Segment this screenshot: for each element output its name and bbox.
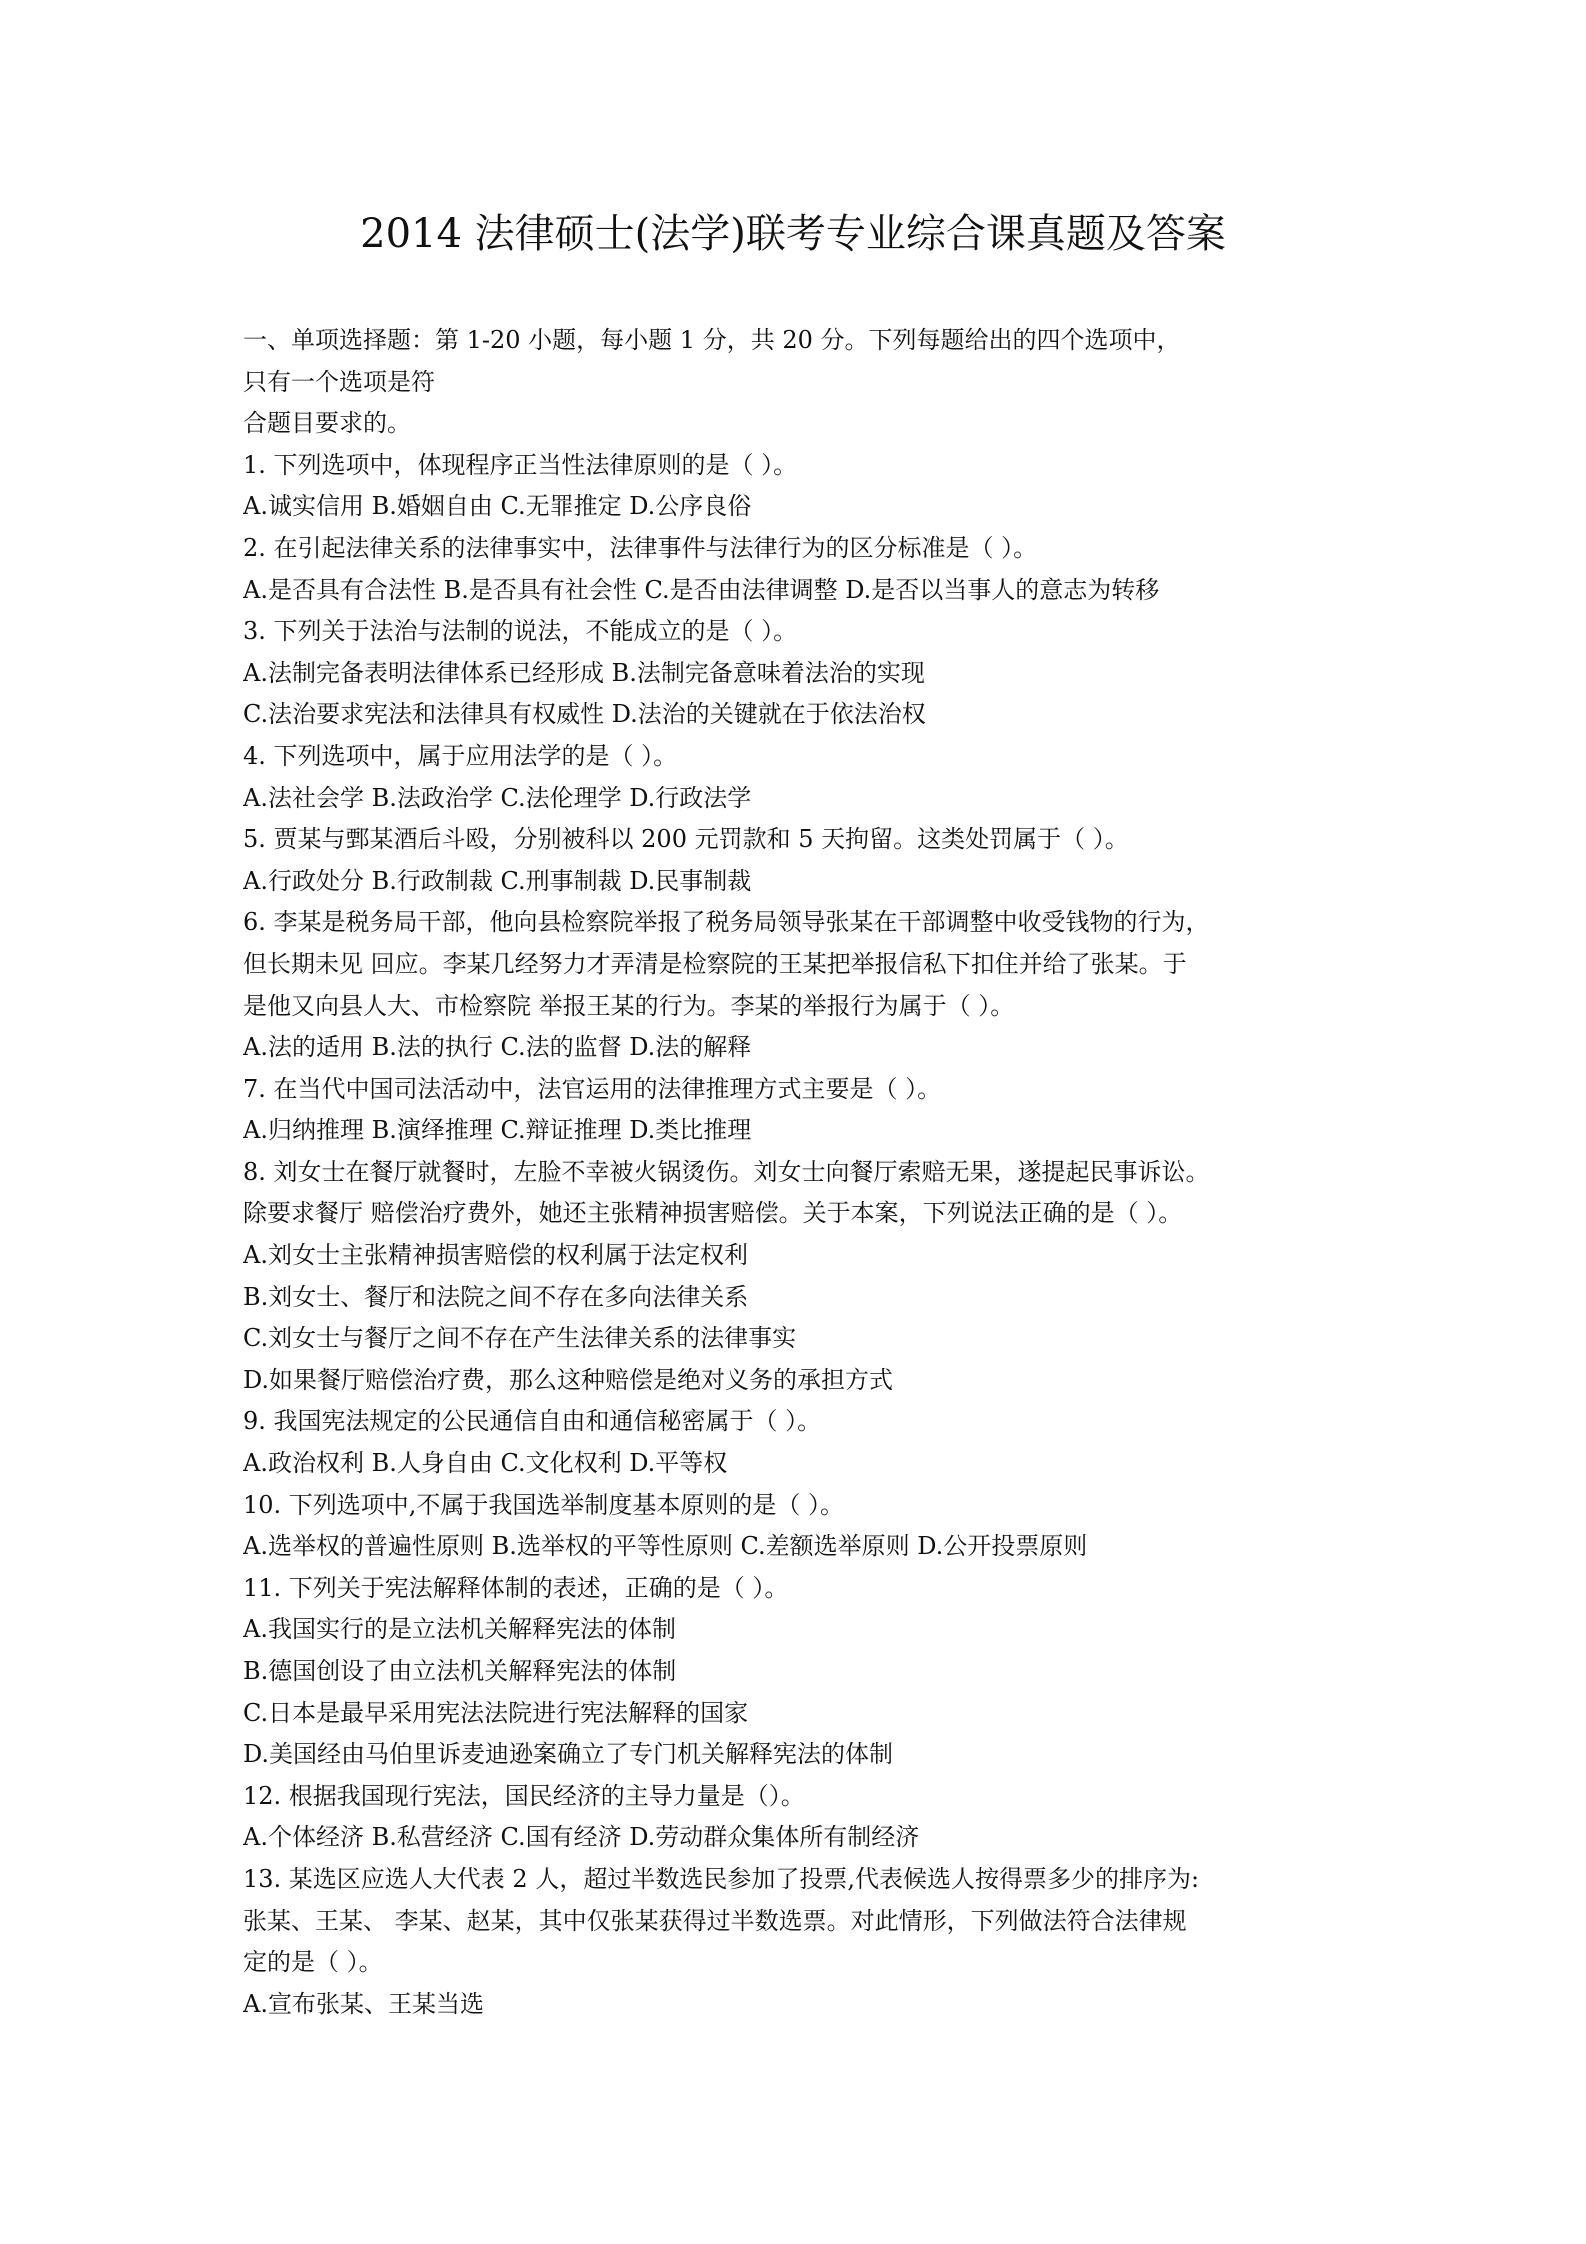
question-line: 10. 下列选项中,不属于我国选举制度基本原则的是（ ）。 xyxy=(243,1490,845,1519)
question-line: 张某、王某、 李某、赵某，其中仅张某获得过半数选票。对此情形，下列做法符合法律规 xyxy=(243,1906,1187,1935)
document-body xyxy=(243,320,1355,2025)
options-line: C.法治要求宪法和法律具有权威性 D.法治的关键就在于依法治权 xyxy=(243,700,926,729)
options-line: A.宣布张某、王某当选 xyxy=(243,1989,484,2018)
question-line: 3. 下列关于法治与法制的说法，不能成立的是（ ）。 xyxy=(243,617,798,646)
question-line: 6. 李某是税务局干部，他向县检察院举报了税务局领导张某在干部调整中收受钱物的行为， xyxy=(243,908,1210,937)
question-line: 2. 在引起法律关系的法律事实中，法律事件与法律行为的区分标准是（ ）。 xyxy=(243,533,1038,562)
question-line: 7. 在当代中国司法活动中，法官运用的法律推理方式主要是（ ）。 xyxy=(243,1074,942,1103)
question-line: 8. 刘女士在餐厅就餐时，左脸不幸被火锅烫伤。刘女士向餐厅索赔无果，遂提起民事诉讼。 xyxy=(243,1157,1210,1186)
question-line: 定的是（ ）。 xyxy=(243,1948,383,1977)
question-line: 12. 根据我国现行宪法，国民经济的主导力量是（）。 xyxy=(243,1781,805,1810)
options-line: C.刘女士与餐厅之间不存在产生法律关系的法律事实 xyxy=(243,1324,797,1353)
question-line: 9. 我国宪法规定的公民通信自由和通信秘密属于（ ）。 xyxy=(243,1407,822,1436)
options-line: A.行政处分 B.行政制裁 C.刑事制裁 D.民事制裁 xyxy=(243,866,752,895)
document-title: 2014 法律硕士(法学)联考专业综合课真题及答案 xyxy=(360,211,1226,257)
options-line: C.日本是最早采用宪法法院进行宪法解释的国家 xyxy=(243,1698,749,1727)
options-line: A.归纳推理 B.演绎推理 C.辩证推理 D.类比推理 xyxy=(243,1116,752,1145)
options-line: D.如果餐厅赔偿治疗费，那么这种赔偿是绝对义务的承担方式 xyxy=(243,1365,894,1394)
options-line: A.法制完备表明法律体系已经形成 B.法制完备意味着法治的实现 xyxy=(243,658,925,687)
question-line: 是他又向县人大、市检察院 举报王某的行为。李某的举报行为属于（ ）。 xyxy=(243,991,1015,1020)
options-line: A.个体经济 B.私营经济 C.国有经济 D.劳动群众集体所有制经济 xyxy=(243,1823,920,1852)
options-line: A.诚实信用 B.婚姻自由 C.无罪推定 D.公序良俗 xyxy=(243,492,752,521)
options-line: A.法的适用 B.法的执行 C.法的监督 D.法的解释 xyxy=(243,1033,752,1062)
question-line: 5. 贾某与鄄某酒后斗殴，分别被科以 200 元罚款和 5 天拘留。这类处罚属于（ ）。 xyxy=(243,825,1129,854)
options-line: A.是否具有合法性 B.是否具有社会性 C.是否由法律调整 D.是否以当事人的意志为转移 xyxy=(243,575,1160,604)
question-line: 除要求餐厅 赔偿治疗费外，她还主张精神损害赔偿。关于本案，下列说法正确的是（ ）。 xyxy=(243,1199,1183,1228)
options-line: A.刘女士主张精神损害赔偿的权利属于法定权利 xyxy=(243,1241,748,1270)
options-line: A.法社会学 B.法政治学 C.法伦理学 D.行政法学 xyxy=(243,783,752,812)
options-line: D.美国经由马伯里诉麦迪逊案确立了专门机关解释宪法的体制 xyxy=(243,1740,894,1769)
question-line: 4. 下列选项中，属于应用法学的是（ ）。 xyxy=(243,741,678,770)
text-line: 只有一个选项是符 xyxy=(243,367,435,396)
options-line: A.我国实行的是立法机关解释宪法的体制 xyxy=(243,1615,676,1644)
question-line: 1. 下列选项中，体现程序正当性法律原则的是（ ）。 xyxy=(243,450,798,479)
options-line: A.选举权的普遍性原则 B.选举权的平等性原则 C.差额选举原则 D.公开投票原则 xyxy=(243,1532,1088,1561)
options-line: B.刘女士、餐厅和法院之间不存在多向法律关系 xyxy=(243,1282,749,1311)
options-line: A.政治权利 B.人身自由 C.文化权利 D.平等权 xyxy=(243,1449,728,1478)
options-line: B.德国创设了由立法机关解释宪法的体制 xyxy=(243,1657,677,1685)
text-line: 一、单项选择题：第 1-20 小题，每小题 1 分，共 20 分。下列每题给出的四个选项中， xyxy=(243,326,1181,354)
question-line: 11. 下列关于宪法解释体制的表述，正确的是（ ）。 xyxy=(243,1573,789,1602)
question-line: 但长期未见 回应。李某几经努力才弄清是检察院的王某把举报信私下扣住并给了张某。于 xyxy=(243,949,1187,978)
question-line: 13. 某选区应选人大代表 2 人，超过半数选民参加了投票,代表候选人按得票多少的排序为: xyxy=(243,1864,1200,1893)
text-line: 合题目要求的。 xyxy=(243,409,411,438)
